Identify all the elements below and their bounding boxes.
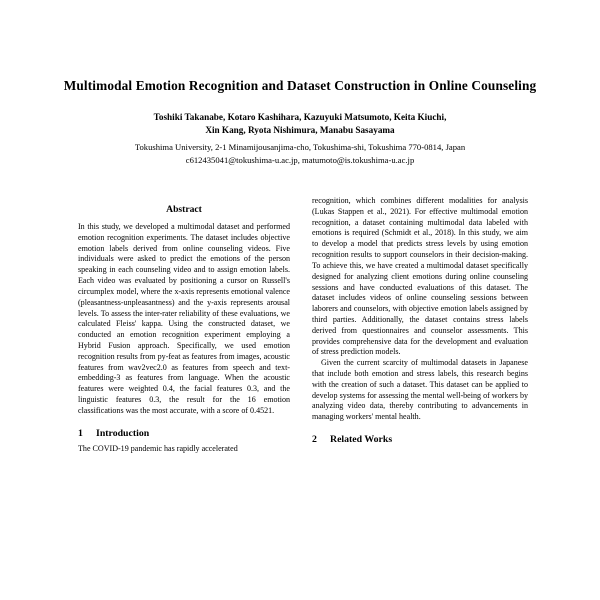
column-right (312, 196, 528, 600)
author-list (60, 111, 540, 138)
abstract-paragraph: In this study, we developed a multimodal dataset and performed emotion recognition experiments. The dataset includes objective emotion labels derived from online counseling videos. Five individuals were asked to predict the emotions of the person speaking in each counseling video and to assign emotion labels. Each video was evaluated by positioning a cursor on Russell's circumplex model, where the x-axis represents emotional valence (pleasantness-unpleasantness) and the y-axis represents arousal levels. To assess the inter-rater reliability of these evaluations, we calculated Fleiss' kappa. Using the constructed dataset, we conducted an emotion recognition experiment employing a Hybrid Fusion approach. Specifically, we used emotion recognition results from py-feat as features from images, acoustic features from wav2vec2.0 as features from speech and text-embedding-3 as features from language. When the acoustic features were weighted 0.4, the facial features 0.3, and the linguistic features 0.3, the result for the 16 emotion classifications was the most accurate, with a score of 0.4521. (78, 222, 290, 415)
section-heading-introduction (78, 428, 290, 439)
section-heading-related-works (312, 434, 528, 445)
page-title: Multimodal Emotion Recognition and Dataset Construction in Online Counseling (63, 78, 537, 93)
author-line-1: Toshiki Takanabe, Kotaro Kashihara, Kazuyuki Matsumoto, Keita Kiuchi, (153, 111, 447, 122)
section-title: Related Works (330, 434, 393, 446)
contact-emails: c612435041@tokushima-u.ac.jp, matumoto@is.tokushima-u.ac.jp (185, 154, 415, 165)
section-number: 1 (78, 427, 83, 439)
introduction-paragraph: The COVID-19 pandemic has rapidly accelerated (78, 443, 238, 453)
affiliation-address: Tokushima University, 2-1 Minamijousanjima-cho, Tokushima-shi, Tokushima 770-0814, Japan (134, 142, 466, 153)
author-line-2: Xin Kang, Ryota Nishimura, Manabu Sasayama (205, 124, 395, 135)
affiliation-block (60, 141, 540, 165)
paper-masthead (0, 0, 600, 166)
intro-second-paragraph: Given the current scarcity of multimodal datasets in Japanese that include both emotion and stress labels, this research begins with the creation of such a dataset. This dataset can be applied to develop systems for assessing the mental well-being of workers by analyzing video data, thereby contributing to advancements in managing workers' mental health. (312, 358, 528, 422)
intro-continued-paragraph: recognition, which combines different modalities for analysis (Lukas Stappen et al., 2021). For effective multimodal emotion recognition, a dataset containing multimodal data labeled with emotions is required (Schmidt et al., 2018). In this study, we aim to develop a model that predicts stress levels by using emotion recognition results to support counselors in their decision-making. To achieve this, we have created a multimodal dataset specifically designed for analyzing client emotions during online counseling sessions and have conducted evaluations of this dataset. The dataset includes videos of online counseling sessions between laborers and counselors, with objective emotion labels assigned by third parties. Additionally, the dataset contains stress labels derived from questionnaires and counselor assessments. This provides comprehensive data for the development and evaluation of stress prediction models. (312, 196, 528, 357)
column-left (78, 196, 290, 600)
section-title: Introduction (96, 427, 150, 439)
two-column-body (0, 196, 600, 600)
abstract-heading: Abstract (166, 204, 202, 215)
section-number: 2 (312, 434, 317, 446)
